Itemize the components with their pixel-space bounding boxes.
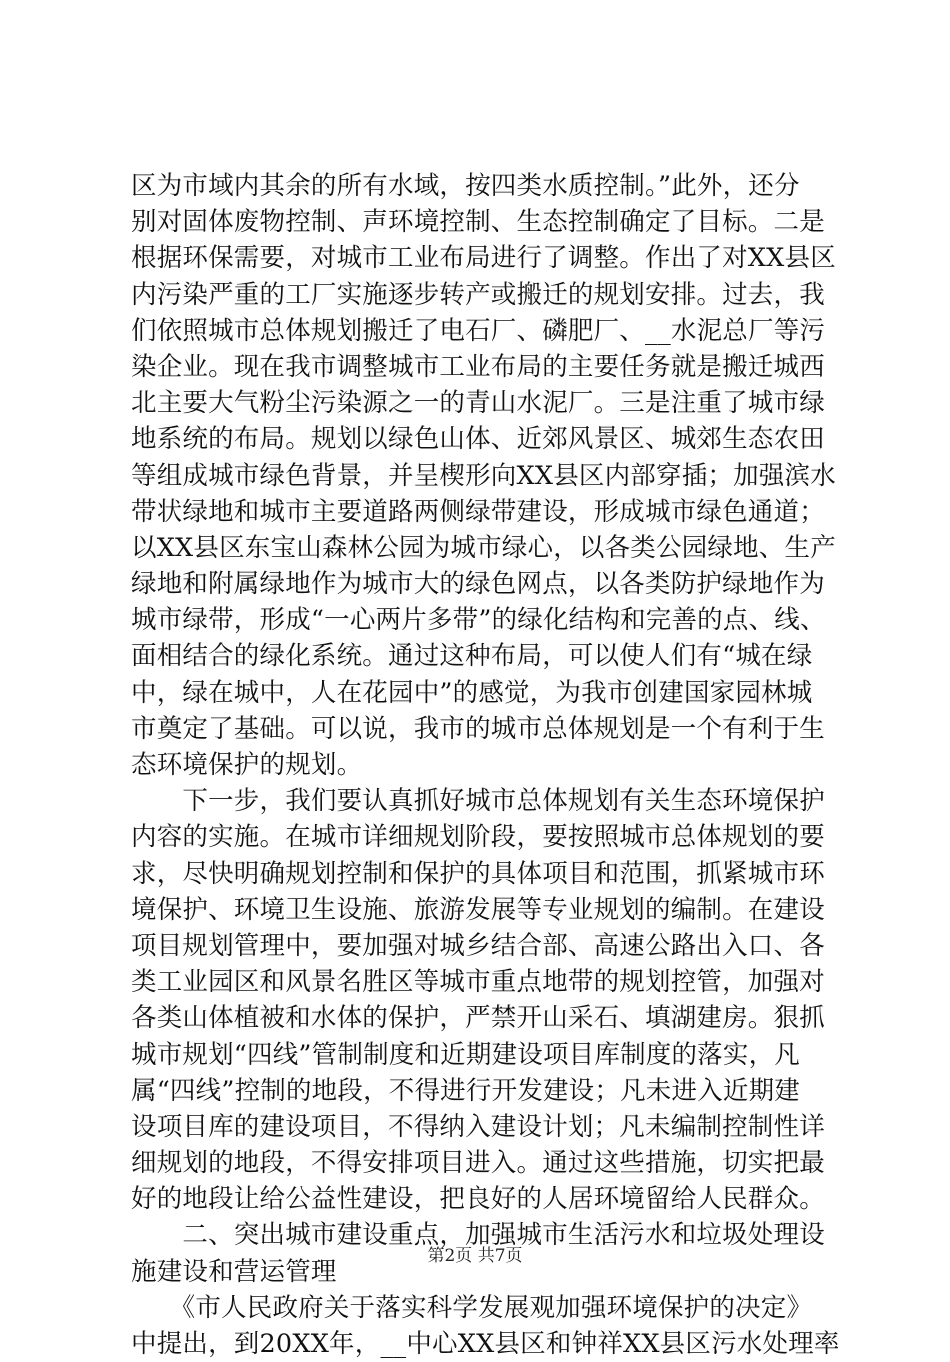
text-line: 求，尽快明确规划控制和保护的具体项目和范围，抓紧城市环 xyxy=(131,858,825,889)
text-line: 城市绿带，形成“一心两片多带”的绿化结构和完善的点、线、 xyxy=(131,605,826,636)
text-line: 北主要大气粉尘污染源之一的青山水泥厂。三是注重了城市绿 xyxy=(131,388,825,419)
text-line: 绿地和附属绿地作为城市大的绿色网点，以各类防护绿地作为 xyxy=(131,569,825,600)
text-line: 二、突出城市建设重点，加强城市生活污水和垃圾处理设 xyxy=(131,1220,825,1251)
text-line: 以XX县区东宝山森林公园为城市绿心，以各类公园绿地、生产 xyxy=(131,532,836,563)
text-line: 《市人民政府关于落实科学发展观加强环境保护的决定》 xyxy=(131,1292,813,1323)
text-line: 境保护、环境卫生设施、旅游发展等专业规划的编制。在建设 xyxy=(131,894,825,925)
text-line: 等组成城市绿色背景，并呈楔形向XX县区内部穿插；加强滨水 xyxy=(131,460,836,491)
text-line: 设项目库的建设项目，不得纳入建设计划；凡未编制控制性详 xyxy=(131,1111,825,1142)
text-line: 类工业园区和风景名胜区等城市重点地带的规划控管，加强对 xyxy=(131,967,825,998)
text-line: 施建设和营运管理 xyxy=(131,1256,337,1287)
text-line: 细规划的地段，不得安排项目进入。通过这些措施，切实把最 xyxy=(131,1148,825,1179)
text-line: 市奠定了基础。可以说，我市的城市总体规划是一个有利于生 xyxy=(131,713,825,744)
text-line: 下一步，我们要认真抓好城市总体规划有关生态环境保护 xyxy=(131,786,825,817)
page-footer: 第2页 共7页 xyxy=(427,1246,523,1266)
text-line: 属“四线”控制的地段，不得进行开发建设；凡未进入近期建 xyxy=(131,1075,800,1106)
text-line: 区为市域内其余的所有水域，按四类水质控制。”此外，还分 xyxy=(131,171,800,201)
text-line: 染企业。现在我市调整城市工业布局的主要任务就是搬迁城西 xyxy=(131,351,825,382)
text-line: 城市规划“四线”管制制度和近期建设项目库制度的落实，凡 xyxy=(131,1039,800,1070)
text-line: 各类山体植被和水体的保护，严禁开山采石、填湖建房。狠抓 xyxy=(131,1003,825,1034)
text-line: 地系统的布局。规划以绿色山体、近郊风景区、城郊生态农田 xyxy=(131,424,825,455)
text-line: 根据环保需要，对城市工业布局进行了调整。作出了对XX县区 xyxy=(131,243,836,274)
text-line: 内容的实施。在城市详细规划阶段，要按照城市总体规划的要 xyxy=(131,822,825,853)
text-line: 中，绿在城中，人在花园中”的感觉，为我市创建国家园林城 xyxy=(131,677,813,708)
text-line: 项目规划管理中，要加强对城乡结合部、高速公路出入口、各 xyxy=(131,930,825,961)
text-line: 好的地段让给公益性建设，把良好的人居环境留给人民群众。 xyxy=(131,1184,825,1215)
text-line: 面相结合的绿化系统。通过这种布局，可以使人们有“城在绿 xyxy=(131,641,813,672)
text-line: 们依照城市总体规划搬迁了电石厂、磷肥厂、__水泥总厂等污 xyxy=(131,315,826,346)
text-line: 态环境保护的规划。 xyxy=(131,750,363,780)
text-line: 内污染严重的工厂实施逐步转产或搬迁的规划安排。过去，我 xyxy=(131,279,825,310)
text-line: 别对固体废物控制、声环境控制、生态控制确定了目标。二是 xyxy=(131,207,825,238)
text-line: 带状绿地和城市主要道路两侧绿带建设，形成城市绿色通道； xyxy=(131,496,825,527)
body-text xyxy=(131,168,840,1362)
text-line: 中提出，到20XX年，__中心XX县区和钟祥XX县区污水处理率 xyxy=(131,1329,840,1359)
